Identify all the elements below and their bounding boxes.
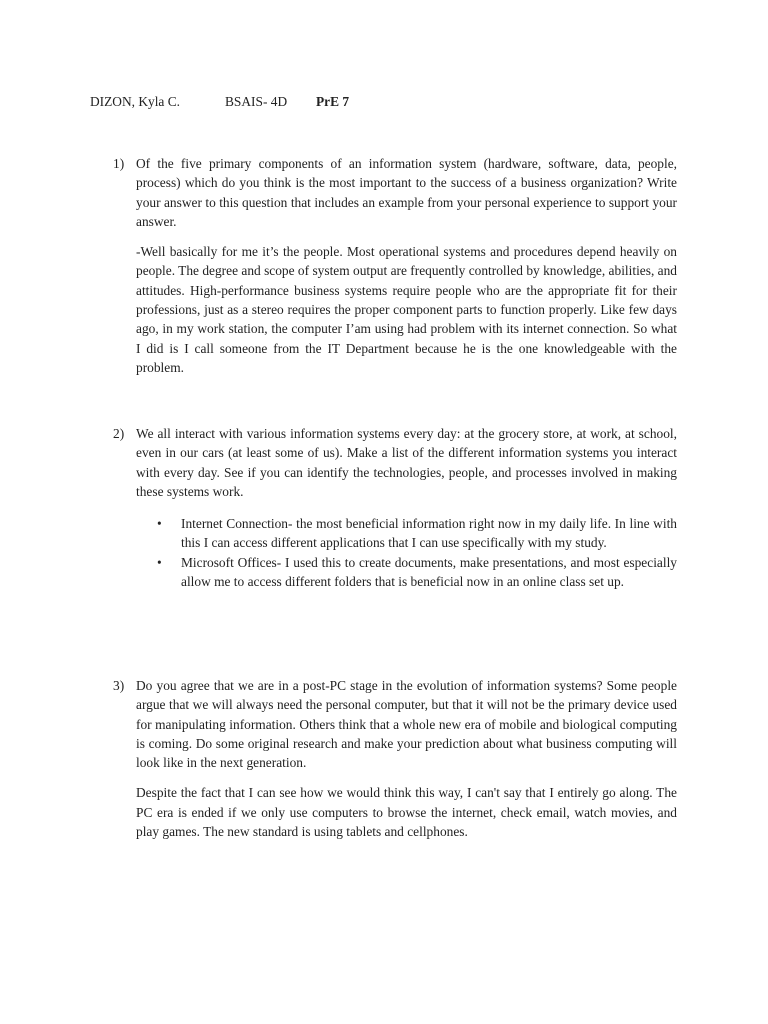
list-item bbox=[157, 514, 677, 553]
question-text: Do you agree that we are in a post-PC stage in the evolution of information systems? Some people argue that we will always need the personal computer, but that it will not be the primary device used for manipulating information. Others think that a whole new era of mobile and biological computing is coming. Do some original research and make your prediction about what business computing will look like in the next generation. bbox=[136, 678, 677, 771]
question-body bbox=[136, 424, 677, 591]
list-item-text: Internet Connection- the most beneficial information right now in my daily life. In line with this I can access different applications that I can use specifically with my study. bbox=[181, 516, 677, 551]
question-number: 3) bbox=[113, 678, 125, 693]
answer-text: Despite the fact that I can see how we would think this way, I can't say that I entirely go along. The PC era is ended if we only use computers to browse the internet, check email, watch movies, and play games. The new standard is using tablets and cellphones. bbox=[136, 785, 677, 840]
question-text: We all interact with various information systems every day: at the grocery store, at work, at school, even in our cars (at least some of us). Make a list of the different information systems you interact with every day. See if you can identify the technologies, people, and processes involved in making these systems work. bbox=[136, 426, 677, 499]
question-body bbox=[136, 154, 677, 377]
list-item-text: Microsoft Offices- I used this to create documents, make presentations, and most especially allow me to access different folders that is beneficial now in an online class set up. bbox=[181, 554, 677, 590]
list-item bbox=[157, 553, 677, 592]
question-text: Of the five primary components of an information system (hardware, software, data, people, process) which do you think is the most important to the success of a business organization? Write your answer to this question that includes an example from your personal experience to support your answer. bbox=[136, 156, 677, 229]
question-2 bbox=[113, 424, 677, 591]
student-name: DIZON, Kyla C. bbox=[90, 94, 181, 109]
activity-label: PrE 7 bbox=[316, 94, 350, 109]
answer-list bbox=[136, 514, 677, 591]
answer-text: -Well basically for me it’s the people. Most operational systems and procedures depend heavily on people. The degree and scope of system output are frequently controlled by knowledge, abilities, and attitudes. High-performance business systems require people who are the appropriate fit for their professions, just as a stereo requires the proper component parts to function properly. Like few days ago, in my work station, the computer I’am using had problem with its internet connection. So what I did is I call someone from the IT Department because he is the one knowledgeable with the problem. bbox=[136, 244, 677, 375]
question-1 bbox=[113, 154, 677, 377]
question-number: 1) bbox=[113, 156, 125, 171]
course-section: BSAIS- 4D bbox=[225, 94, 288, 109]
question-3 bbox=[113, 676, 677, 841]
bullet-icon: • bbox=[157, 516, 162, 532]
question-number: 2) bbox=[113, 426, 125, 441]
bullet-icon: • bbox=[157, 554, 162, 570]
question-body bbox=[136, 676, 677, 841]
